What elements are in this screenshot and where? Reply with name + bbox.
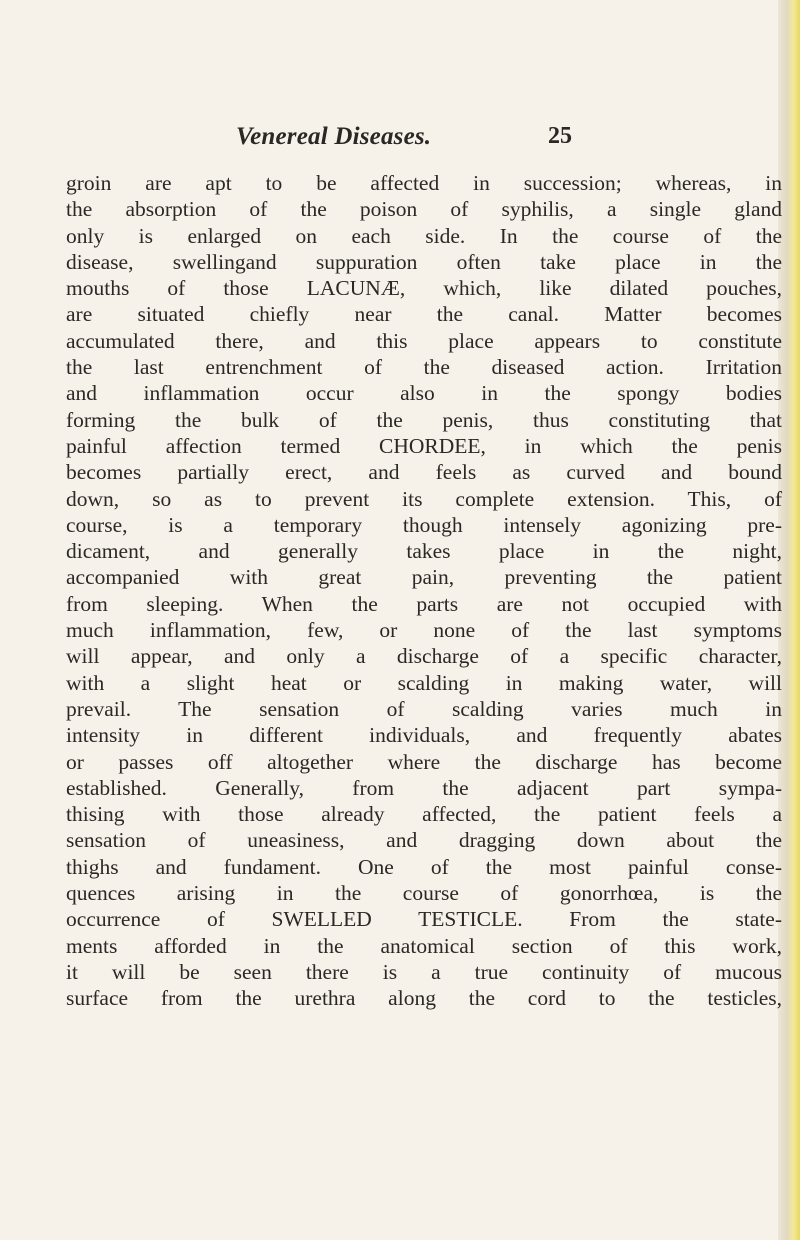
text-line: and inflammation occur also in the spongy bodies (66, 381, 782, 406)
text-line: prevail. The sensation of scalding varies much in (66, 696, 782, 721)
text-line: or passes off altogether where the discharge has become (66, 749, 782, 774)
text-line: quences arising in the course of gonorrhœa, is the (66, 881, 782, 906)
text-line: down, so as to prevent its complete extension. This, of (66, 486, 782, 511)
text-line: from sleeping. When the parts are not occupied with (66, 591, 782, 616)
text-line: will appear, and only a discharge of a specific character, (66, 644, 782, 669)
text-line: course, is a temporary though intensely agonizing pre- (66, 512, 782, 537)
text-line: the absorption of the poison of syphilis, a single gland (66, 197, 782, 222)
text-line: forming the bulk of the penis, thus constituting that (66, 407, 782, 432)
text-line: it will be seen there is a true continuity of mucous (66, 959, 782, 984)
text-line: disease, swellingand suppuration often take place in the (66, 249, 782, 274)
running-title: Venereal Diseases. (236, 123, 432, 150)
running-head (0, 123, 790, 153)
text-line: thising with those already affected, the patient feels a (66, 802, 782, 827)
text-line: established. Generally, from the adjacent part sympa- (66, 775, 782, 800)
text-line: thighs and fundament. One of the most painful conse- (66, 854, 782, 879)
text-line: dicament, and generally takes place in the night, (66, 539, 782, 564)
text-line: the last entrenchment of the diseased action. Irritation (66, 355, 782, 380)
text-line: becomes partially erect, and feels as curved and bound (66, 460, 782, 485)
text-line: are situated chiefly near the canal. Matter becomes (66, 302, 782, 327)
body-text (66, 170, 782, 1012)
text-line: accumulated there, and this place appears to constitute (66, 328, 782, 353)
text-line: much inflammation, few, or none of the last symptoms (66, 618, 782, 643)
text-line: with a slight heat or scalding in making water, will (66, 670, 782, 695)
text-line: mouths of those LACUNÆ, which, like dilated pouches, (66, 276, 782, 301)
text-line: painful affection termed CHORDEE, in which the penis (66, 433, 782, 458)
text-line: only is enlarged on each side. In the course of the (66, 223, 782, 248)
text-line: ments afforded in the anatomical section of this work, (66, 933, 782, 958)
text-line: sensation of uneasiness, and dragging down about the (66, 828, 782, 853)
text-line: intensity in different individuals, and frequently abates (66, 723, 782, 748)
text-line: accompanied with great pain, preventing the patient (66, 565, 782, 590)
text-line: surface from the urethra along the cord to the testicles, (66, 986, 782, 1011)
text-line: occurrence of SWELLED TESTICLE. From the state- (66, 907, 782, 932)
text-line: groin are apt to be affected in succession; whereas, in (66, 171, 782, 195)
page-number: 25 (548, 123, 572, 149)
